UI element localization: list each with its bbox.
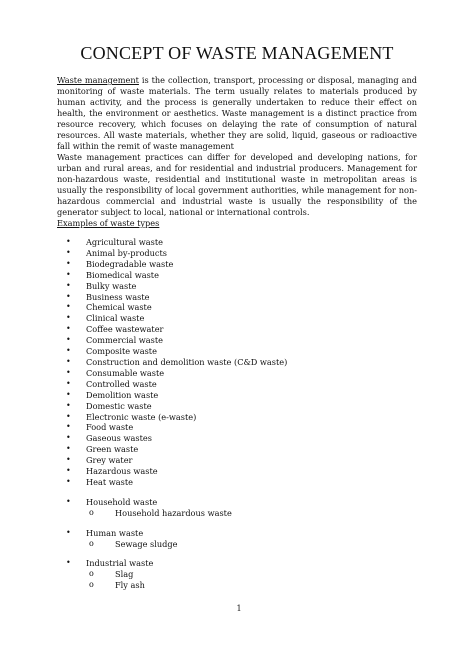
sublist-item-label: Sewage sludge: [115, 538, 178, 549]
list-item: [0, 281, 474, 292]
sublist-household: [0, 508, 474, 519]
bullet-icon: •: [66, 527, 71, 537]
bullet-icon: •: [66, 400, 71, 410]
bullet-icon: •: [66, 466, 71, 476]
bullet-icon: •: [66, 313, 71, 323]
bullet-icon: •: [66, 455, 71, 465]
list-item-label: Demolition waste: [86, 389, 159, 400]
list-item: [0, 237, 474, 248]
list-item-label: Gaseous wastes: [86, 433, 152, 444]
bullet-icon: •: [66, 411, 71, 421]
bullet-icon: •: [66, 422, 71, 432]
list-item: [0, 292, 474, 303]
bullet-icon: •: [66, 389, 71, 399]
list-item: [0, 455, 474, 466]
list-item: [0, 412, 474, 423]
list-item-household: [0, 497, 474, 508]
list-item-label: Food waste: [86, 422, 134, 433]
bullet-icon: •: [66, 302, 71, 312]
list-item-label: Biodegradable waste: [86, 258, 174, 269]
list-item-label: Construction and demolition waste (C&D waste): [86, 356, 288, 367]
list-item-label: Commercial waste: [86, 335, 164, 346]
bullet-icon: •: [66, 356, 71, 366]
bullet-icon: •: [66, 335, 71, 345]
sublist-industrial: [0, 569, 474, 591]
list-item: [0, 302, 474, 313]
term-waste-management: Waste management: [57, 75, 139, 85]
list-item: [0, 379, 474, 390]
list-item-label: Bulky waste: [86, 280, 137, 291]
bullet-icon: •: [66, 476, 71, 486]
page-title: CONCEPT OF WASTE MANAGEMENT: [80, 43, 394, 63]
list-item-label: Controlled waste: [86, 378, 157, 389]
list-item: [0, 335, 474, 346]
list-item: [0, 259, 474, 270]
waste-types-list: [0, 237, 474, 591]
list-item-label: Business waste: [86, 291, 150, 302]
examples-heading: Examples of waste types: [57, 218, 160, 228]
bullet-icon: •: [66, 433, 71, 443]
list-item-label: Animal by-products: [86, 247, 167, 258]
circle-bullet-icon: o: [89, 569, 94, 579]
bullet-icon: •: [66, 291, 71, 301]
list-item-label: Electronic waste (e-waste): [86, 411, 197, 422]
bullet-icon: •: [66, 346, 71, 356]
sublist-item-label: Slag: [115, 569, 134, 580]
list-item-label: Human waste: [86, 527, 144, 538]
list-item-label: Heat waste: [86, 476, 133, 487]
intro-paragraph: [57, 75, 417, 152]
list-item: [0, 313, 474, 324]
list-item-label: Domestic waste: [86, 400, 152, 411]
circle-bullet-icon: o: [89, 580, 94, 590]
bullet-icon: •: [66, 378, 71, 388]
bullet-icon: •: [66, 558, 71, 568]
list-item-human: [0, 528, 474, 539]
bullet-icon: •: [66, 367, 71, 377]
bullet-icon: •: [66, 444, 71, 454]
sublist-item: [0, 569, 474, 580]
list-item-label: Composite waste: [86, 346, 157, 357]
sublist-item-label: Household hazardous waste: [115, 507, 232, 518]
practices-paragraph: Waste management practices can differ for developed and developing nations, for urban and rural areas, and for residential and industrial producers. Management for non-hazardous waste, residential and institutional waste in metropolitan areas is usually the responsibility of local government authorities, while management for non-hazardous commercial and industrial waste is usually the responsibility of the generator subject to local, national or international controls.: [57, 152, 417, 217]
list-item: [0, 324, 474, 335]
list-item-label: Industrial waste: [86, 558, 154, 569]
bullet-icon: •: [66, 258, 71, 268]
list-item: [0, 444, 474, 455]
list-item: [0, 401, 474, 412]
list-item: [0, 270, 474, 281]
page-number: 1: [236, 604, 242, 613]
intro-paragraph-text: is the collection, transport, processing or disposal, managing and monitoring of waste materials. The term usually relates to materials produced by human activity, and the process is generally undertaken to reduce their effect on health, the environment or aesthetics. Waste management is a distinct practice from resource recovery, which focuses on delaying the rate of consumption of natural resources. All waste materials, whether they are solid, liquid, gaseous or radioactive fall within the remit of waste management: [57, 75, 417, 151]
list-item-label: Chemical waste: [86, 302, 152, 313]
list-item: [0, 422, 474, 433]
list-item-label: Coffee wastewater: [86, 324, 164, 335]
list-item: [0, 368, 474, 379]
list-item-label: Biomedical waste: [86, 269, 159, 280]
sublist-item-label: Fly ash: [115, 580, 145, 591]
bullet-icon: •: [66, 496, 71, 506]
list-item-label: Grey water: [86, 455, 133, 466]
circle-bullet-icon: o: [89, 538, 94, 548]
list-item-label: Consumable waste: [86, 367, 165, 378]
bullet-icon: •: [66, 269, 71, 279]
sublist-item: [0, 508, 474, 519]
list-item-label: Agricultural waste: [86, 237, 163, 247]
list-item-industrial: [0, 558, 474, 569]
sublist-item: [0, 580, 474, 591]
list-item: [0, 357, 474, 368]
list-item: [0, 248, 474, 259]
bullet-icon: •: [66, 324, 71, 334]
sublist-human: [0, 539, 474, 550]
sublist-item: [0, 539, 474, 550]
list-item: [0, 433, 474, 444]
list-item-label: Clinical waste: [86, 313, 145, 324]
list-item-label: Household waste: [86, 496, 158, 507]
list-item-label: Hazardous waste: [86, 466, 158, 477]
bullet-icon: •: [66, 280, 71, 290]
list-item: [0, 466, 474, 477]
list-item: [0, 390, 474, 401]
bullet-icon: •: [66, 247, 71, 257]
list-item: [0, 477, 474, 488]
bullet-icon: •: [66, 237, 71, 246]
list-item: [0, 346, 474, 357]
list-item-label: Green waste: [86, 444, 139, 455]
circle-bullet-icon: o: [89, 507, 94, 517]
